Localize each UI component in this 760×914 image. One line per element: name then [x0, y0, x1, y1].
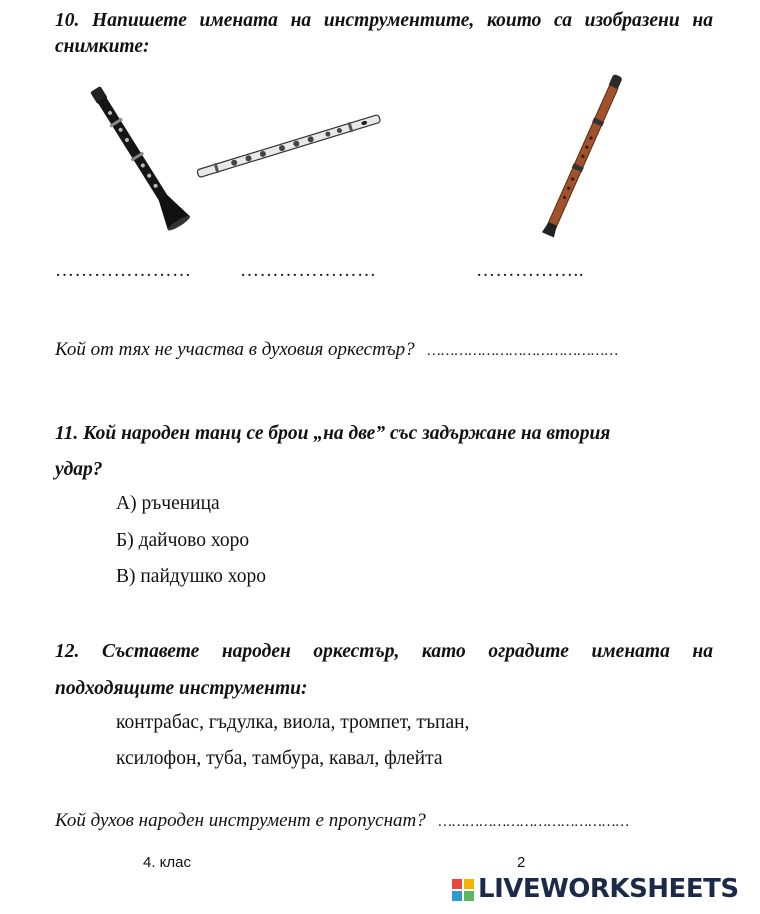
q12-sub-answer[interactable]: ……………………………………	[438, 814, 630, 830]
q10-title-text: 10. Напишете имената на инструментите, които са изобразени на снимките:	[55, 10, 713, 57]
q12-title-line1	[55, 639, 713, 665]
brand-logo	[452, 874, 752, 906]
brand-logo-icon	[452, 879, 474, 901]
q11-option-a[interactable]: А) ръченица	[116, 493, 220, 514]
q11-option-b[interactable]: Б) дайчово хоро	[116, 530, 250, 551]
q12-title-line2: подходящите инструменти:	[55, 678, 308, 699]
q12-instrument-list-line2[interactable]: ксилофон, туба, тамбура, кавал, флейта	[116, 748, 443, 769]
q12-instrument-list-line1[interactable]: контрабас, гъдулка, виола, тромпет, тъпан,	[116, 712, 470, 733]
q10-blank-3[interactable]: ……………..	[476, 260, 584, 281]
q10-sub-question-row	[55, 339, 618, 361]
q12-sub-question-row	[55, 810, 629, 832]
footer-grade: 4. клас	[143, 854, 192, 871]
kaval-image	[520, 66, 645, 248]
q11-title-line1: 11. Кой народен танц се брои „на две” със задържане на втория	[55, 423, 611, 444]
flute-image	[192, 105, 387, 190]
q10-blank-2[interactable]: …………………	[240, 260, 377, 281]
clarinet-image	[80, 74, 210, 244]
q10-title	[55, 8, 713, 60]
q10-sub-answer[interactable]: ……………………………………	[427, 343, 619, 359]
q10-blank-1[interactable]: …………………	[55, 260, 192, 281]
q12-sub-question: Кой духов народен инструмент е пропуснат?	[55, 810, 426, 831]
q11-option-c[interactable]: В) пайдушко хоро	[116, 566, 266, 587]
brand-logo-text: LIVEWORKSHEETS	[478, 874, 739, 904]
q12-title-line1-text: 12. Съставете народен оркестър, като оградите имената на	[55, 641, 713, 662]
q10-sub-question: Кой от тях не участва в духовия оркестър?	[55, 339, 415, 360]
q11-title-line2: удар?	[55, 459, 103, 480]
footer-page-number: 2	[517, 854, 526, 871]
